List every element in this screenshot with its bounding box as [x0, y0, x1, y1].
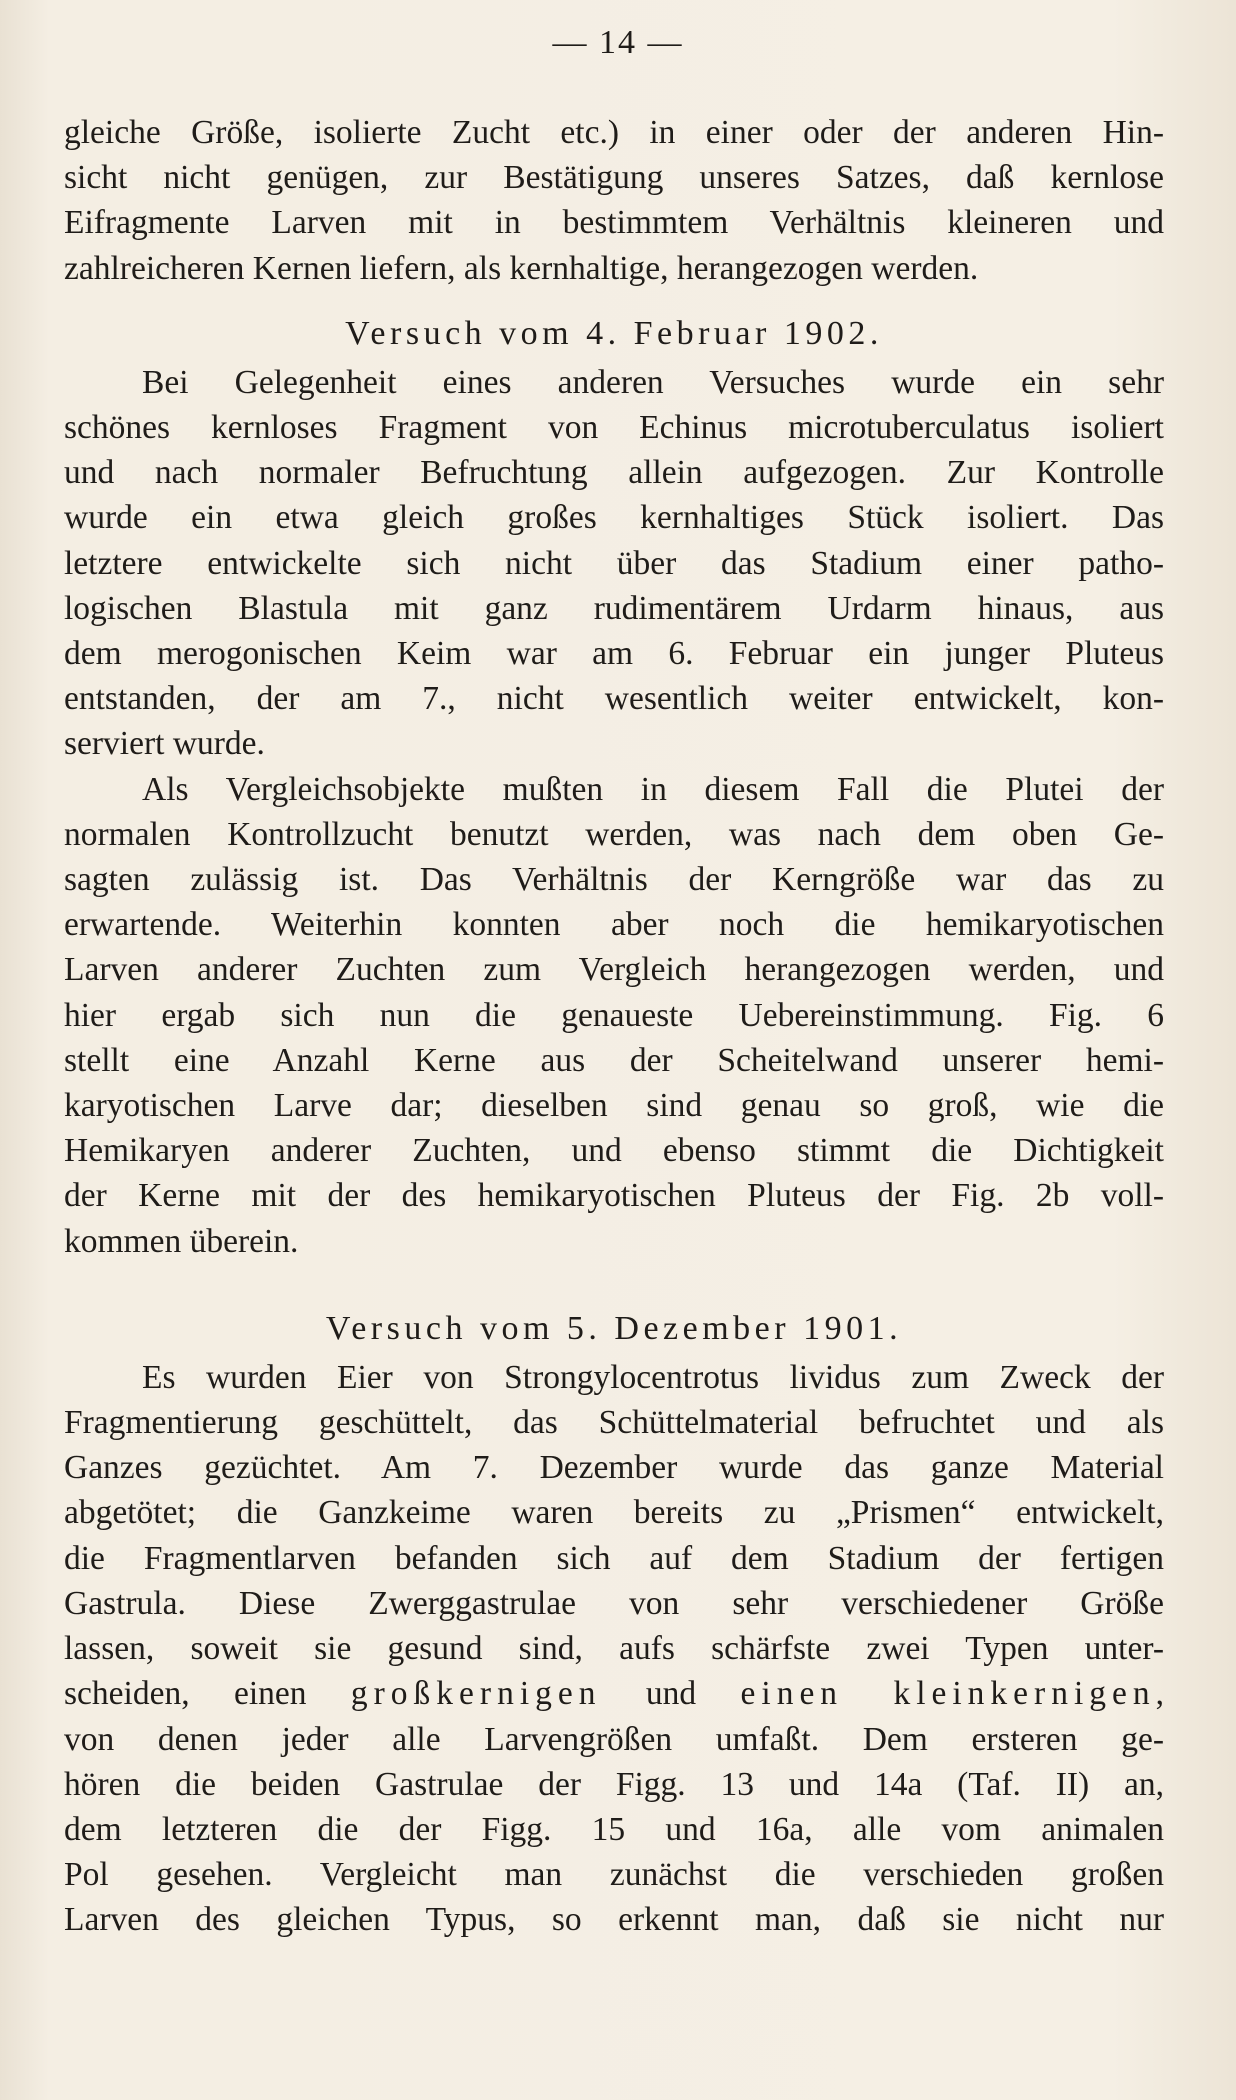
text-line: letztere entwickelte sich nicht über das Stadium einer patho- [64, 544, 1164, 582]
text-line: von denen jeder alle Larvengrößen umfaßt. Dem ersteren ge- [64, 1720, 1164, 1758]
text-line: dem letzteren die der Figg. 15 und 16a, alle vom animalen [64, 1810, 1164, 1848]
text-line: sicht nicht genügen, zur Bestätigung unseres Satzes, daß kernlose [64, 159, 1164, 197]
text-line-spaced [64, 1671, 1164, 1716]
paragraph-2 [64, 767, 1164, 1264]
text-line: normalen Kontrollzucht benutzt werden, was nach dem oben Ge- [64, 815, 1164, 853]
paragraph-intro [64, 110, 1164, 291]
text-line: Eifragmente Larven mit in bestimmtem Verhältnis kleineren und [64, 204, 1164, 242]
text-line: erwartende. Weiterhin konnten aber noch die hemikaryotischen [64, 906, 1164, 944]
text-line: lassen, soweit sie gesund sind, aufs schärfste zwei Typen unter- [64, 1630, 1164, 1668]
body-text [64, 110, 1164, 1943]
emphasis-spaced: großkernigen [350, 1675, 602, 1713]
text-line: Es wurden Eier von Strongylocentrotus lividus zum Zweck der [142, 1358, 1164, 1396]
text-line: Larven des gleichen Typus, so erkennt man, daß sie nicht nur [64, 1901, 1164, 1939]
text-line: entstanden, der am 7., nicht wesentlich weiter entwickelt, kon- [64, 680, 1164, 718]
text-fragment: scheiden, einen [64, 1675, 351, 1713]
text-line: Pol gesehen. Vergleicht man zunächst die verschieden großen [64, 1856, 1164, 1894]
section-heading-1: Versuch vom 4. Februar 1902. [345, 314, 883, 352]
text-line: stellt eine Anzahl Kerne aus der Scheitelwand unserer hemi- [64, 1041, 1164, 1079]
text-fragment: , [1155, 1675, 1165, 1713]
text-line: Als Vergleichsobjekte mußten in diesem Fall die Plutei der [142, 770, 1164, 808]
text-line: karyotischen Larve dar; dieselben sind genau so groß, wie die [64, 1087, 1164, 1125]
text-line: die Fragmentlarven befanden sich auf dem Stadium der fertigen [64, 1539, 1164, 1577]
text-line: und nach normaler Befruchtung allein aufgezogen. Zur Kontrolle [64, 454, 1164, 492]
text-line: zahlreicheren Kernen liefern, als kernhaltige, herangezogen werden. [64, 249, 979, 287]
section-heading-2: Versuch vom 5. Dezember 1901. [325, 1309, 903, 1347]
emphasis-spaced: einen kleinkernigen [740, 1675, 1156, 1713]
text-line: schönes kernloses Fragment von Echinus microtuberculatus isoliert [64, 409, 1164, 447]
text-line: sagten zulässig ist. Das Verhältnis der Kerngröße war das zu [64, 861, 1164, 899]
text-line: hier ergab sich nun die genaueste Uebereinstimmung. Fig. 6 [64, 996, 1164, 1034]
text-fragment: und [601, 1675, 741, 1713]
text-line: logischen Blastula mit ganz rudimentärem Urdarm hinaus, aus [64, 589, 1164, 627]
text-line: Larven anderer Zuchten zum Vergleich herangezogen werden, und [64, 951, 1164, 989]
text-line: gleiche Größe, isolierte Zucht etc.) in einer oder der anderen Hin- [64, 114, 1164, 151]
paragraph-1 [64, 360, 1164, 767]
text-line: serviert wurde. [64, 725, 265, 763]
text-line: Gastrula. Diese Zwerggastrulae von sehr verschiedener Größe [64, 1584, 1164, 1622]
text-line: Ganzes gezüchtet. Am 7. Dezember wurde das ganze Material [64, 1449, 1164, 1487]
text-line: wurde ein etwa gleich großes kernhaltiges Stück isoliert. Das [64, 499, 1164, 537]
paragraph-3 [64, 1355, 1164, 1943]
text-line: Hemikaryen anderer Zuchten, und ebenso stimmt die Dichtigkeit [64, 1132, 1164, 1170]
text-line: abgetötet; die Ganzkeime waren bereits zu „Prismen“ entwickelt, [64, 1494, 1164, 1532]
page-number: — 14 — [552, 24, 684, 61]
text-line: Bei Gelegenheit eines anderen Versuches wurde ein sehr [142, 363, 1164, 401]
text-line: dem merogonischen Keim war am 6. Februar ein junger Pluteus [64, 635, 1164, 673]
text-line: Fragmentierung geschüttelt, das Schüttelmaterial befruchtet und als [64, 1404, 1164, 1442]
text-line: hören die beiden Gastrulae der Figg. 13 und 14a (Taf. II) an, [64, 1765, 1164, 1803]
text-line: kommen überein. [64, 1222, 299, 1260]
text-line: der Kerne mit der des hemikaryotischen Pluteus der Fig. 2b voll- [64, 1177, 1164, 1215]
